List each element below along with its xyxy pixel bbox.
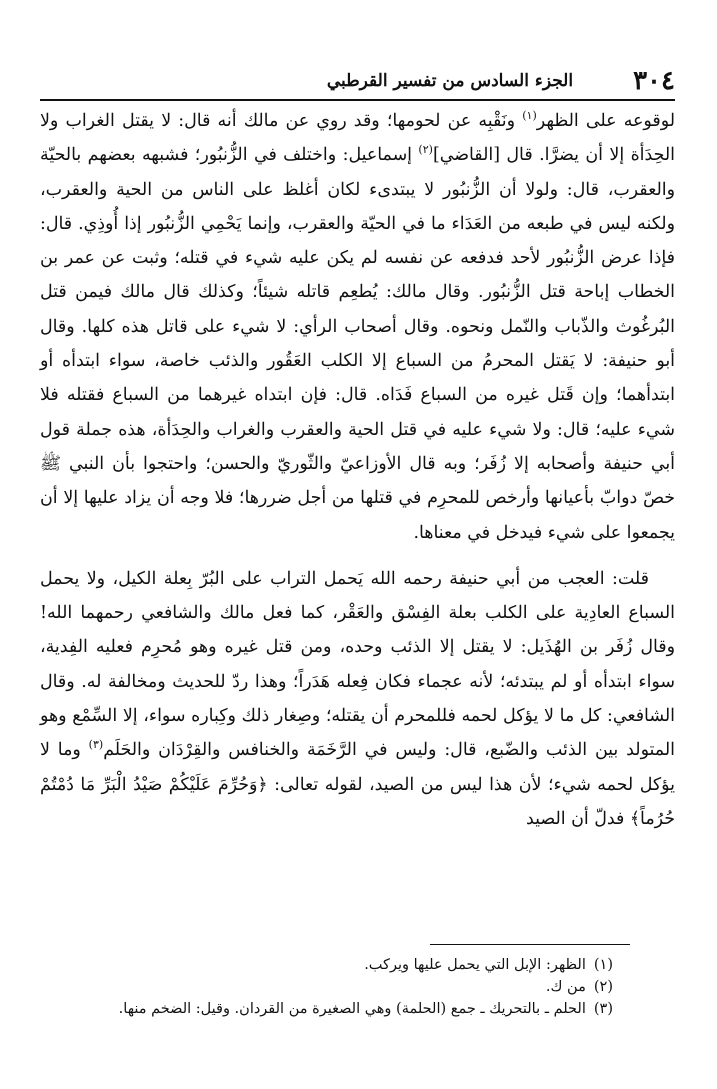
paragraph-2: قلت: العجب من أبي حنيفة رحمه الله يَحمل التراب على البُرّ بِعلة الكيل، ولا يحمل السباع العادِية على الكلب بعلة الفِسْق والعَقْر، كما فعل مالك والشافعي رحمهما الله! وقال زُفَر بن الهُذَيل: لا يقتل إلا الذئب وحده، ومن قتل غيره وهو مُحرِم فعليه الفِدية، سواء ابتدأه أو لم يبتدئه؛ لأنه عجماء فكان فِعله هَدَراً؛ وهذا ردّ للحديث ومخالفة له. وقال الشافعي: كل ما لا يؤكل لحمه فللمحرم أن يقتله؛ وصِغار ذلك وكِباره سواء، إلا السِّمْع وهو المتولد بين الذئب والضّبع، قال: وليس في الرَّخَمَة والخنافس والقِرْدَان والحَلَم$^{(٣)}$ وما لا يؤكل لحمه شيء؛ لأن هذا ليس من الصيد، لقوله تعالى: ﴿وَحُرِّمَ عَلَيْكُمْ صَيْدُ الْبَرِّ مَا دُمْتُمْ حُرُماً﴾ فدلّ أن الصيد xyxy=(40,568,676,829)
page-header xyxy=(40,60,675,98)
footnote-ref-3: (٣) xyxy=(88,738,104,752)
footnote-3: (٣) الحلم ـ بالتحريك ـ جمع (الحلمة) وهي الصغيرة من القردان. وقيل: الضخم منها. xyxy=(118,1001,613,1017)
footnote-1: (١) الظهر: الإبل التي يحمل عليها ويركب. xyxy=(364,957,613,973)
body-text xyxy=(40,104,675,836)
footnote-ref-1: (١) xyxy=(522,109,537,123)
page-number: ٣٠٤ xyxy=(633,66,675,96)
paragraph-1: لوقوعه على الظهر$^{(١)}$ ونَقْبِه عن لحومها؛ وقد روي عن مالك أنه قال: لا يقتل الغراب ولا الحِدَأة إلا أن يضرَّا. قال [القاضي]$^{(٢)}$ إسماعيل: واختلف في الزُّنبُور؛ فشبهه بعضهم بالحيّة والعقرب، قال: ولولا أن الزُّنبُور لا يبتدىء لكان أغلظ على الناس من الحية والعقرب، ولكنه ليس في طبعه من العَدَاء ما في الحيّة والعقرب، وإنما يَحْمِي الزُّنبُور إذا أُوذِي. قال: فإذا عرض الزُّنبُور لأحد فدفعه عن نفسه لم يكن عليه شيء في قتله؛ وثبت عن عمر بن الخطاب إباحة قتل الزُّنبُور. وقال مالك: يُطعِم قاتله شيئاً؛ وكذلك قال مالك فيمن قتل البُرغُوث والذّباب والنّمل ونحوه. وقال أصحاب الرأي: لا شيء على قاتل هذه كلها. وقال أبو حنيفة: لا يَقتل المحرمُ من السباع إلا الكلب العَقُور والذئب خاصة، سواء ابتدأه أو ابتدأهما؛ وإن قَتل غيره من السباع فَدَاه. قال: فإن ابتداه غيرهما من السباع فقتله فلا شيء عليه؛ قال: ولا شيء عليه في قتل الحية والعقرب والغراب والحِدَأة، هذه جملة قول أبي حنيفة وأصحابه إلا زُفَر؛ وبه قال الأوزاعيّ والثّوريّ والحسن؛ واحتجوا بأن النبي ﷺ خصّ دوابّ بأعيانها وأرخص للمحرِم في قتلها من أجل ضررها؛ فلا وجه أن يزاد عليها إلا أن يجمعوا على شيء فيدخل في معناها. xyxy=(40,109,675,543)
header-rule xyxy=(40,99,675,101)
quran-verse: ﴿وَحُرِّمَ عَلَيْكُمْ صَيْدُ الْبَرِّ مَا دُمْتُمْ حُرُماً﴾ xyxy=(40,774,675,829)
running-title: الجزء السادس من تفسير القرطبي xyxy=(326,71,574,91)
footnote-ref-2: (٢) xyxy=(418,143,433,157)
footnote-rule xyxy=(430,944,630,945)
footnotes xyxy=(40,954,613,1020)
footnote-2: (٢) من ك. xyxy=(545,979,613,995)
